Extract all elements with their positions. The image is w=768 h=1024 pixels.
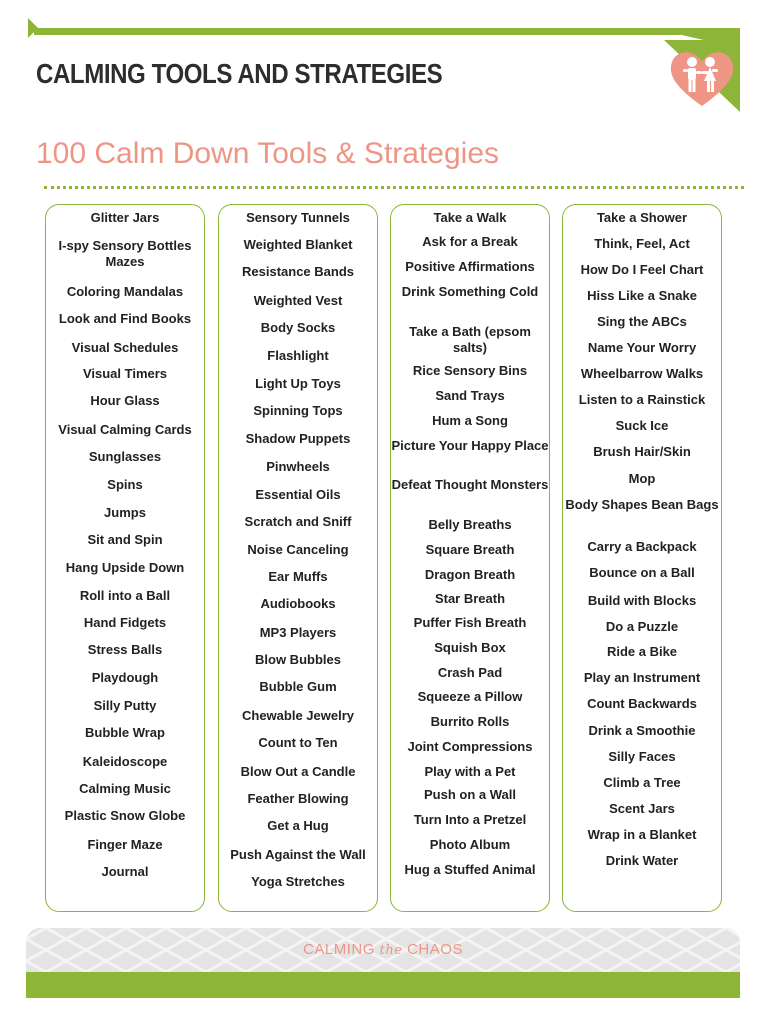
strategy-column-4	[562, 204, 722, 912]
list-item: Positive Affirmations	[405, 259, 535, 274]
list-item: Silly Faces	[608, 749, 676, 764]
list-item: Sunglasses	[88, 449, 162, 464]
header-accent-bar	[28, 18, 740, 48]
list-item: Count to Ten	[258, 735, 338, 750]
list-item: Count Backwards	[587, 696, 697, 711]
list-item: Take a Walk	[433, 210, 507, 225]
list-item: Crash Pad	[437, 665, 503, 680]
footer-brand-right: CHAOS	[407, 941, 463, 958]
list-item: Weighted Vest	[253, 293, 343, 308]
list-item: MP3 Players	[259, 625, 337, 640]
list-item: Hum a Song	[432, 413, 508, 428]
list-item: Take a Shower	[596, 210, 688, 225]
list-item: Calming Music	[79, 781, 171, 796]
list-item: Listen to a Rainstick	[578, 392, 706, 407]
list-item: Brush Hair/Skin	[593, 444, 691, 459]
list-item: Blow Out a Candle	[240, 764, 356, 779]
list-item: Spinning Tops	[253, 403, 343, 418]
list-item: Hand Fidgets	[83, 615, 167, 630]
list-item: Bubble Gum	[259, 679, 337, 694]
list-item: Look and Find Books	[58, 311, 192, 326]
list-item: Hiss Like a Snake	[587, 288, 697, 303]
list-item: Visual Calming Cards	[58, 422, 192, 437]
list-item: Think, Feel, Act	[594, 236, 690, 251]
list-item: How Do I Feel Chart	[580, 262, 704, 277]
list-item: Squeeze a Pillow	[417, 689, 523, 704]
list-item: Push Against the Wall	[230, 847, 366, 862]
list-item: Pinwheels	[266, 459, 330, 474]
list-item: Sand Trays	[435, 388, 505, 403]
list-item: Glitter Jars	[90, 210, 160, 225]
list-item: Kaleidoscope	[82, 754, 168, 769]
list-item: Rice Sensory Bins	[412, 363, 528, 378]
list-item: Turn Into a Pretzel	[413, 812, 527, 827]
list-item: Build with Blocks	[587, 593, 697, 608]
list-item: Scent Jars	[609, 801, 675, 816]
footer-brand-mid: the	[379, 943, 403, 958]
list-item: Suck Ice	[615, 418, 669, 433]
list-item: Mop	[628, 471, 656, 486]
strategy-column-2	[218, 204, 378, 912]
list-item: Feather Blowing	[247, 791, 349, 806]
strategy-column-1	[45, 204, 205, 912]
list-item: Plastic Snow Globe	[64, 808, 186, 823]
footer-brand	[26, 928, 740, 972]
list-item: Visual Timers	[82, 366, 168, 381]
list-item: Carry a Backpack	[587, 539, 697, 554]
list-item: Noise Canceling	[247, 542, 349, 557]
list-item: Roll into a Ball	[79, 588, 171, 603]
list-item: Coloring Mandalas	[66, 284, 184, 299]
list-item: Drink Water	[605, 853, 679, 868]
list-item: Star Breath	[434, 591, 506, 606]
list-item: Journal	[101, 864, 149, 879]
list-item: Puffer Fish Breath	[413, 615, 527, 630]
list-item: Joint Compressions	[407, 739, 533, 754]
list-item: Weighted Blanket	[243, 237, 353, 252]
list-item: Ask for a Break	[422, 234, 518, 249]
list-item: Belly Breaths	[428, 517, 512, 532]
list-item: I-spy Sensory Bottles Mazes	[58, 238, 192, 269]
list-item: Climb a Tree	[603, 775, 681, 790]
list-item: Square Breath	[425, 542, 515, 557]
list-item: Dragon Breath	[424, 567, 516, 582]
list-item: Scratch and Sniff	[244, 514, 352, 529]
page-subtitle: 100 Calm Down Tools & Strategies	[36, 137, 500, 170]
list-item: Ear Muffs	[268, 569, 328, 584]
list-item: Burrito Rolls	[430, 714, 510, 729]
page-title: CALMING TOOLS AND STRATEGIES	[36, 58, 443, 89]
list-item: Body Shapes Bean Bags	[565, 497, 719, 512]
list-item: Yoga Stretches	[251, 874, 345, 889]
list-item: Bubble Wrap	[85, 725, 165, 740]
list-item: Body Socks	[260, 320, 336, 335]
list-item: Hang Upside Down	[65, 560, 185, 575]
list-item: Get a Hug	[267, 818, 329, 833]
list-item: Ride a Bike	[606, 644, 678, 659]
list-item: Chewable Jewelry	[242, 708, 354, 723]
list-item: Resistance Bands	[242, 264, 354, 279]
list-item: Finger Maze	[87, 837, 163, 852]
list-item: Hour Glass	[90, 393, 160, 408]
list-item: Sing the ABCs	[597, 314, 687, 329]
list-item: Light Up Toys	[255, 376, 341, 391]
list-item: Playdough	[91, 670, 159, 685]
list-item: Drink a Smoothie	[588, 723, 696, 738]
list-item: Do a Puzzle	[605, 619, 679, 634]
list-item: Hug a Stuffed Animal	[404, 862, 536, 877]
strategy-column-3	[390, 204, 550, 912]
list-item: Jumps	[104, 505, 146, 520]
heart-kids-logo	[664, 40, 740, 112]
list-item: Sit and Spin	[87, 532, 163, 547]
list-item: Visual Schedules	[71, 340, 179, 355]
list-item: Play with a Pet	[424, 764, 516, 779]
list-item: Picture Your Happy Place	[391, 438, 549, 453]
list-item: Name Your Worry	[587, 340, 697, 355]
list-item: Stress Balls	[87, 642, 163, 657]
list-item: Spins	[107, 477, 143, 492]
footer-brand-left: CALMING	[303, 941, 375, 958]
footer-accent-bar	[26, 972, 740, 998]
list-item: Sensory Tunnels	[246, 210, 350, 225]
list-item: Defeat Thought Monsters	[391, 477, 549, 492]
list-item: Essential Oils	[255, 487, 341, 502]
footer-banner	[26, 928, 740, 972]
list-item: Push on a Wall	[424, 787, 516, 802]
dotted-divider	[44, 186, 744, 189]
list-item: Squish Box	[434, 640, 506, 655]
list-item: Wrap in a Blanket	[587, 827, 697, 842]
list-item: Flashlight	[267, 348, 329, 363]
list-item: Shadow Puppets	[245, 431, 351, 446]
list-item: Bounce on a Ball	[589, 565, 695, 580]
list-item: Silly Putty	[93, 698, 157, 713]
list-item: Play an Instrument	[583, 670, 701, 685]
list-item: Photo Album	[429, 837, 511, 852]
list-item: Take a Bath (epsom salts)	[409, 324, 531, 355]
list-item: Drink Something Cold	[401, 284, 539, 299]
list-item: Blow Bubbles	[255, 652, 341, 667]
list-item: Audiobooks	[260, 596, 336, 611]
list-item: Wheelbarrow Walks	[580, 366, 704, 381]
